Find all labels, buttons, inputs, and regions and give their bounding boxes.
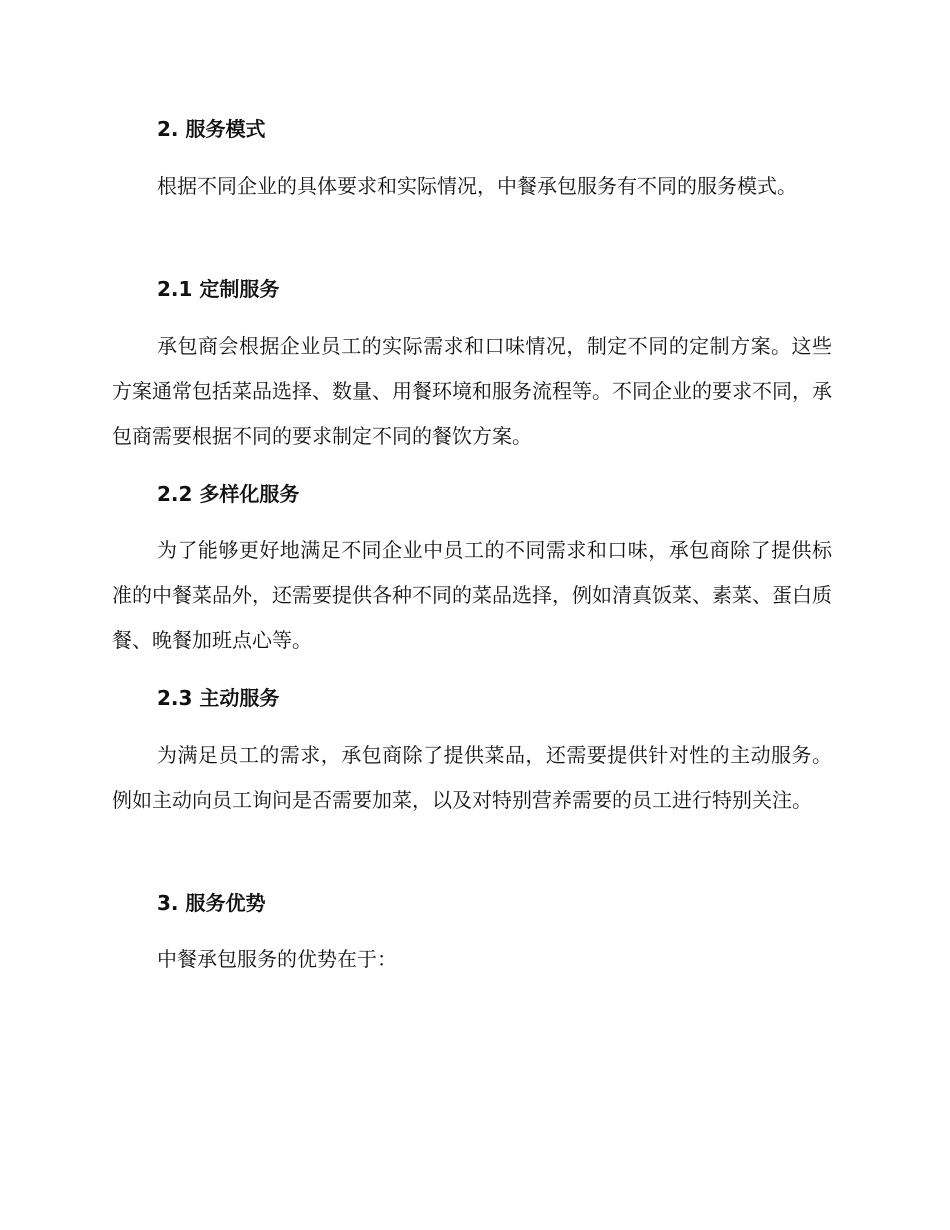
section-2-2-heading: 2.2 多样化服务 (157, 482, 300, 506)
section-2-heading: 2. 服务模式 (157, 117, 266, 141)
section-2-1-body: 承包商会根据企业员工的实际需求和口味情况，制定不同的定制方案。这些方案通常包括菜品选择、数量、用餐环境和服务流程等。不同企业的要求不同，承包商需要根据不同的要求制定不同的餐饮方案。 (112, 334, 832, 448)
section-2-3-heading: 2.3 主动服务 (157, 686, 280, 710)
section-3-intro: 中餐承包服务的优势在于： (157, 947, 397, 971)
section-2-3-body: 为满足员工的需求，承包商除了提供菜品，还需要提供针对性的主动服务。例如主动向员工询问是否需要加菜，以及对特别营养需要的员工进行特别关注。 (112, 743, 832, 812)
section-2-2-body: 为了能够更好地满足不同企业中员工的不同需求和口味，承包商除了提供标准的中餐菜品外，还需要提供各种不同的菜品选择，例如清真饭菜、素菜、蛋白质餐、晚餐加班点心等。 (112, 538, 832, 652)
section-3-heading: 3. 服务优势 (157, 891, 266, 915)
section-2-intro: 根据不同企业的具体要求和实际情况，中餐承包服务有不同的服务模式。 (157, 174, 797, 198)
section-2-1-heading: 2.1 定制服务 (157, 277, 280, 301)
